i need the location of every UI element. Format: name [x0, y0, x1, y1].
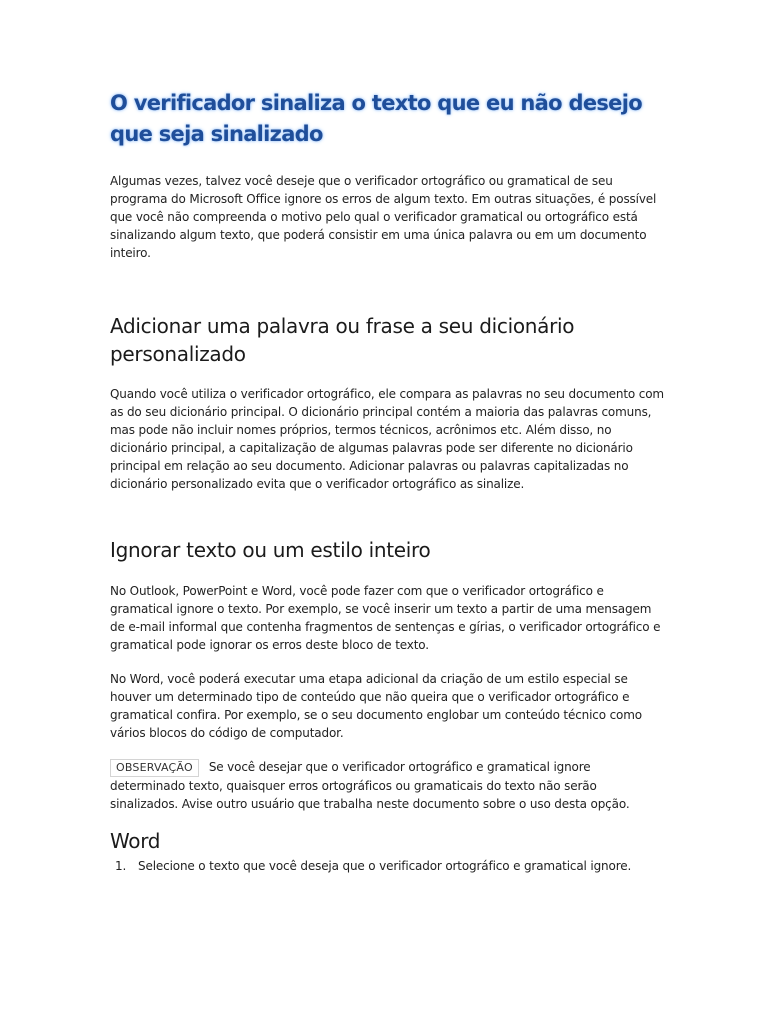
steps-list [110, 857, 666, 875]
note-paragraph [110, 758, 666, 813]
list-item-number: 1. [115, 859, 127, 873]
custom-dictionary-paragraph: Quando você utiliza o verificador ortográfico, ele compara as palavras no seu documento com as do seu dicionário principal. O dicionário principal contém a maioria das palavras comuns, mas pode não incluir nomes próprios, termos técnicos, acrônimos etc. Além disso, no dicionário principal, a capitalização de algumas palavras pode ser diferente no dicionário principal em relação ao seu documento. Adicionar palavras ou palavras capitalizadas no dicionário personalizado evita que o verificador ortográfico as sinalize. [110, 387, 664, 491]
list-item [110, 857, 666, 875]
section-heading-word: Word [110, 829, 161, 853]
list-item-text: Selecione o texto que você deseja que o verificador ortográfico e gramatical ignore. [138, 859, 632, 873]
intro-paragraph: Algumas vezes, talvez você deseje que o verificador ortográfico ou gramatical de seu programa do Microsoft Office ignore os erros de algum texto. Em outras situações, é possível que você não compreenda o motivo pelo qual o verificador gramatical ou ortográfico está sinalizando algum texto, que poderá consistir em uma única palavra ou em um documento inteiro. [110, 174, 657, 260]
document-page [110, 88, 666, 875]
page-title: O verificador sinaliza o texto que eu não desejo que seja sinalizado [110, 91, 642, 146]
note-badge: OBSERVAÇÃO [110, 759, 199, 777]
section-heading-custom-dictionary: Adicionar uma palavra ou frase a seu dicionário personalizado [110, 314, 575, 366]
section-heading-ignore-text: Ignorar texto ou um estilo inteiro [110, 538, 431, 562]
word-style-paragraph: No Word, você poderá executar uma etapa adicional da criação de um estilo especial se houver um determinado tipo de conteúdo que não queira que o verificador ortográfico e gramatical confira. Por exemplo, se o seu documento englobar um conteúdo técnico como vários blocos do código de computador. [110, 672, 642, 740]
ignore-text-paragraph: No Outlook, PowerPoint e Word, você pode fazer com que o verificador ortográfico e gramatical ignore o texto. Por exemplo, se você inserir um texto a partir de uma mensagem de e-mail informal que contenha fragmentos de sentenças e gírias, o verificador ortográfico e gramatical pode ignorar os erros deste bloco de texto. [110, 584, 661, 652]
note-text: Se você desejar que o verificador ortográfico e gramatical ignore determinado texto, quaisquer erros ortográficos ou gramaticais do texto não serão sinalizados. Avise outro usuário que trabalha neste documento sobre o uso desta opção. [110, 760, 630, 811]
